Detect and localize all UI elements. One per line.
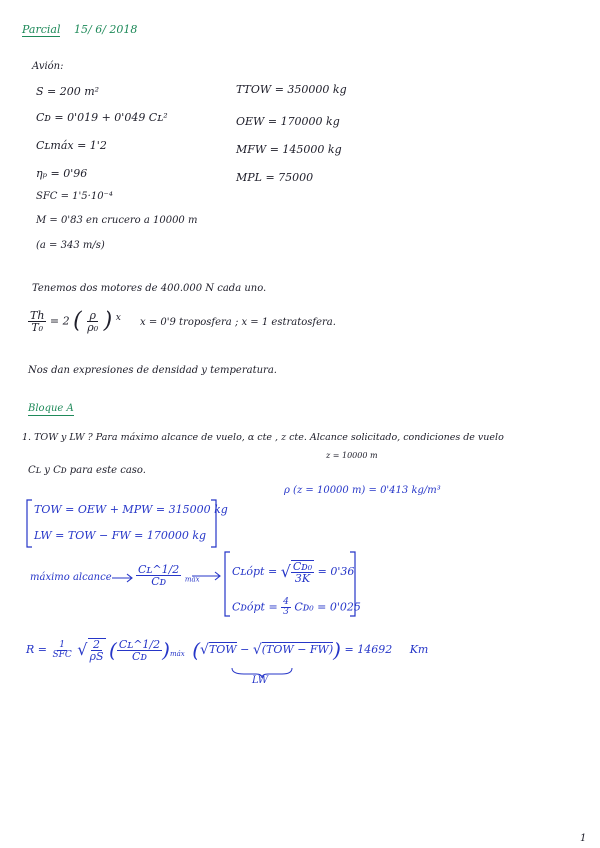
data-title: Avión: <box>32 61 64 72</box>
bracket-right-icon <box>211 500 216 547</box>
ratio-exponent: x <box>115 311 121 323</box>
lw-equation: LW = TOW − FW = 170000 kg <box>34 529 207 542</box>
cl-opt-lhs: Cʟópt = <box>232 565 278 578</box>
data-line: M = 0'83 en crucero a 10000 m <box>36 215 198 226</box>
data-line: S = 200 m² <box>36 85 100 98</box>
question-line-1: 1. TOW y LW ? Para máximo alcance de vuelo, α cte , z cte. Alcance solicitado, condiciones de vuelo <box>22 432 504 443</box>
density-den: ρ₀ <box>87 321 99 334</box>
arrow-right-icon <box>112 574 132 582</box>
data-line: ηₚ = 0'96 <box>36 167 88 180</box>
range-f2-num: 2 <box>93 638 100 651</box>
range-f3-den: Cᴅ <box>132 649 147 663</box>
data-line: Cʟmáx = 1'2 <box>36 139 107 152</box>
range-under-label: LW <box>252 675 269 686</box>
ratio-eq: = 2 <box>49 314 70 328</box>
data-line: SFC = 1'5·10⁻⁴ <box>36 191 113 202</box>
question-z-note: z = 10000 m <box>326 451 378 460</box>
range-root-lw: (TOW − FW) <box>261 643 334 656</box>
underbrace-icon <box>232 668 292 678</box>
arrow-right-icon <box>192 572 220 580</box>
bracket-left-icon <box>225 552 230 616</box>
cl-opt-num: Cᴅ₀ <box>292 560 313 573</box>
range-lhs: R = <box>26 643 47 656</box>
range-result: = 14692 <box>344 643 393 656</box>
cl-opt-den: 3K <box>294 572 311 585</box>
ratio-den: T₀ <box>31 321 44 334</box>
cl-cd-sub: máx <box>184 575 200 584</box>
section-title: Bloque A <box>28 403 74 414</box>
tow-equation: TOW = OEW + MPW = 315000 kg <box>34 503 228 516</box>
cl-cd-num: Cʟ^1/2 <box>138 563 180 576</box>
page-number: 1 <box>580 833 587 844</box>
max-range-label: máximo alcance <box>30 572 112 583</box>
range-f2-den: ρS <box>89 650 104 663</box>
range-f1-den: SFC <box>52 649 72 660</box>
range-f1-num: 1 <box>59 639 66 650</box>
weight-line: MPL = 75000 <box>236 171 314 184</box>
weight-line: OEW = 170000 kg <box>236 115 340 128</box>
engines-text: Tenemos dos motores de 400.000 N cada uno. <box>32 283 267 294</box>
bracket-left-icon <box>27 500 32 547</box>
cd-opt-rhs: = 0'025 <box>317 600 361 614</box>
expressions-text: Nos dan expresiones de densidad y temperatura. <box>28 365 277 376</box>
cl-optimal: Cʟópt = √ $\frac{\text{Cᴅ₀}}{3K}$ = 0'36 <box>232 560 355 585</box>
range-formula: R = $\frac{1}{\text{SFC}}$ √ $\frac{2}{\rho S}$ ( $\frac{\text{Cʟ\textasciicircum{}1/2}}{\text{Cᴅ}}$ )$_{máx}$ (√TOW − √(TOW − FW)) = 14692 Km <box>26 637 429 663</box>
cd-opt-lhs: Cᴅópt = <box>232 600 278 614</box>
weight-line: TTOW = 350000 kg <box>236 83 347 96</box>
density-num: ρ <box>89 309 96 322</box>
range-f3-sub: máx <box>169 650 185 659</box>
ratio-num: Th <box>30 309 45 322</box>
density-value: ρ (z = 10000 m) = 0'413 kg/m³ <box>284 485 441 496</box>
cd-opt-num: 4 <box>283 597 289 607</box>
range-f3-num: Cʟ^1/2 <box>118 637 161 651</box>
cl-opt-rhs: = 0'36 <box>317 565 355 578</box>
header-title: Parcial <box>22 23 61 36</box>
data-line: Cᴅ = 0'019 + 0'049 Cʟ² <box>36 111 168 124</box>
cl-cd-den: Cᴅ <box>151 575 167 588</box>
bracket-right-icon <box>350 552 355 616</box>
header-date: 15/ 6/ 2018 <box>74 23 138 36</box>
cd-opt-den: 3 <box>283 607 289 617</box>
question-line-2: Cʟ y Cᴅ para este caso. <box>28 465 146 476</box>
ratio-condition: x = 0'9 troposfera ; x = 1 estratosfera. <box>140 317 336 328</box>
cd-opt-tail: Cᴅ₀ <box>294 600 314 614</box>
range-unit: Km <box>409 643 429 656</box>
weight-line: MFW = 145000 kg <box>236 143 342 156</box>
range-root-tow: TOW <box>208 643 237 656</box>
temperature-ratio-formula: $\frac{Th}{\text{T₀}}$ = 2 ( $\frac{\rho}{\text{ρ₀}}$ ) $^x$ <box>30 308 121 334</box>
data-line: (a = 343 m/s) <box>36 240 105 251</box>
